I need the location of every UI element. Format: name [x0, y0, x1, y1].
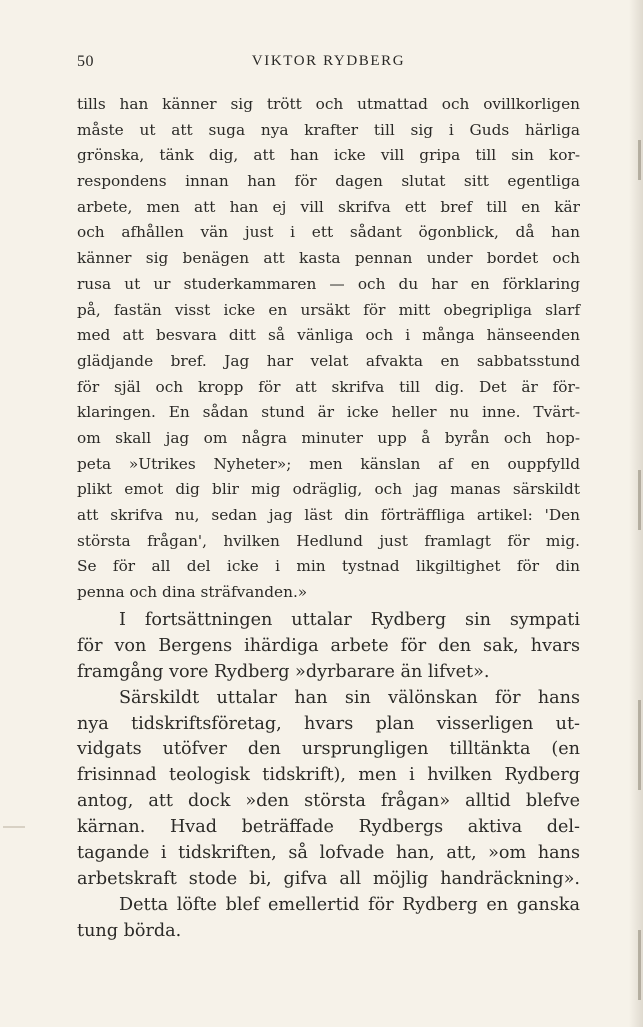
narrative-line: nya tidskriftsföretag, hvars plan visserligen ut- [77, 713, 580, 734]
narrative-line: tagande i tidskriften, så lofvade han, att, »om hans [77, 843, 580, 864]
page-edge-mark [638, 700, 641, 790]
narrative-line: frisinnad teologisk tidskrift), men i hvilken Rydberg [77, 765, 580, 786]
quote-line: glädjande bref. Jag har velat afvakta en sabbatsstund [77, 351, 580, 370]
quote-line: att skrifva nu, sedan jag läst din förträffliga artikel: 'Den [77, 506, 580, 524]
quote-line: största frågan', hvilken Hedlund just framlagt för mig. [77, 531, 580, 550]
quote-line: känner sig benägen att kasta pennan under bordet och [77, 249, 580, 268]
quote-line: respondens innan han för dagen slutat sitt egentliga [77, 172, 580, 191]
quote-line: grönska, tänk dig, att han icke vill gripa till sin kor- [77, 146, 580, 165]
quote-line: med att besvara ditt så vänliga och i många hänseenden [77, 326, 580, 345]
quote-line: Se för all del icke i min tystnad likgiltighet för din [77, 557, 580, 576]
running-head: VIKTOR RYDBERG [251, 53, 406, 69]
narrative-text [77, 608, 580, 945]
narrative-line: tung börda. [77, 920, 182, 941]
narrative-line: Särskildt uttalar han sin välönskan för hans [119, 687, 580, 708]
narrative-line: framgång vore Rydberg »dyrbarare än lifvet». [77, 661, 490, 682]
quote-line: måste ut att suga nya krafter till sig i Guds härliga [77, 120, 580, 139]
quote-line: rusa ut ur studerkammaren — och du har en förklaring [77, 274, 580, 293]
quote-line: på, fastän visst icke en ursäkt för mitt obegripliga slarf [77, 300, 580, 319]
quote-line: om skall jag om några minuter upp å byrån och hop- [77, 428, 580, 447]
page-header [77, 53, 580, 75]
narrative-line: kärnan. Hvad beträffade Rydbergs aktiva del- [77, 817, 580, 838]
quote-line: tills han känner sig trött och utmattad och ovillkorligen [77, 95, 580, 113]
page-edge-mark [638, 470, 641, 530]
narrative-line: för von Bergens ihärdiga arbete för den sak, hvars [77, 635, 580, 656]
narrative-line: I fortsättningen uttalar Rydberg sin sympati [119, 610, 580, 630]
narrative-line: arbetskraft stode bi, gifva all möjlig handräckning». [77, 868, 580, 889]
narrative-line: vidgats utöfver den ursprungligen tilltänkta (en [77, 739, 580, 760]
quote-line: arbete, men att han ej vill skrifva ett bref till en kär [77, 197, 580, 216]
quote-line: penna och dina sträfvanden.» [77, 583, 308, 602]
margin-smudge [3, 826, 25, 828]
narrative-line: antog, att dock »den största frågan» alltid blefve [77, 791, 580, 812]
quote-line: peta »Utrikes Nyheter»; men känslan af en ouppfylld [77, 454, 580, 473]
page-edge-mark [638, 930, 641, 1000]
quote-line: och afhållen vän just i ett sådant ögonblick, då han [77, 223, 580, 242]
page-edge-mark [638, 140, 641, 180]
quote-line: plikt emot dig blir mig odräglig, och jag manas särskildt [77, 480, 580, 499]
quote-line: för själ och kropp för att skrifva till dig. Det är för- [77, 377, 580, 396]
quote-line: klaringen. En sådan stund är icke heller nu inne. Tvärt- [77, 403, 580, 422]
letter-quote [77, 92, 580, 606]
page-number: 50 [77, 53, 94, 70]
narrative-line: Detta löfte blef emellertid för Rydberg en ganska [119, 894, 580, 915]
